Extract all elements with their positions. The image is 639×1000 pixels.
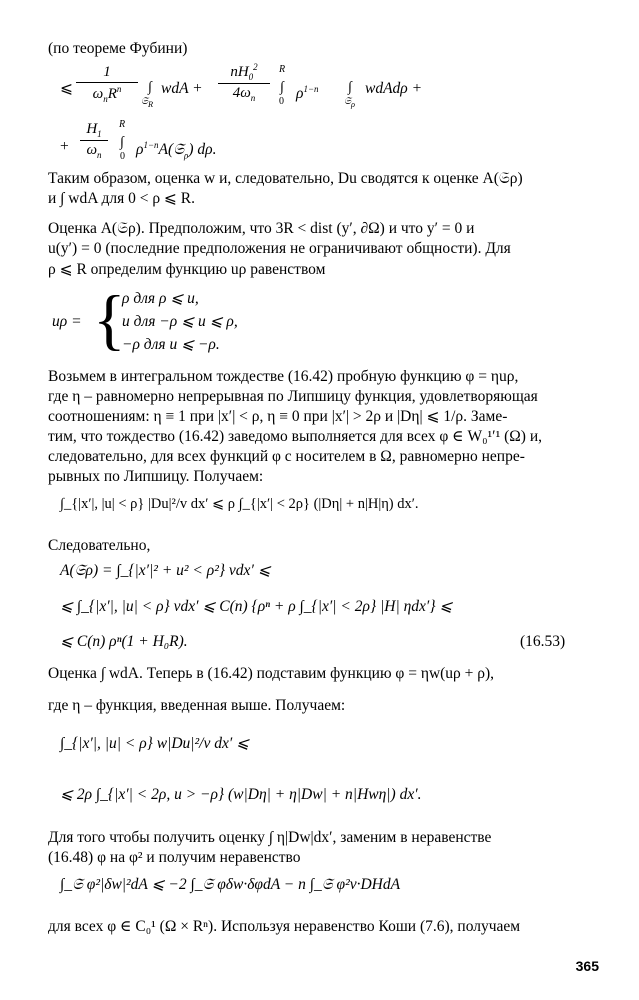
text-line: ρ ⩽ R определим функцию uρ равенством xyxy=(48,261,326,278)
math-term: $\rho^{1-n}A(𝔖_\rho)$ dρ. xyxy=(136,140,217,161)
w-inequality: ⩽ 2ρ ∫_{|x′| < 2ρ, u > −ρ} (w|Dη| + η|Dw| + n|Hwη|) dx′. xyxy=(60,786,422,803)
integral: ∫ xyxy=(280,80,284,95)
text-line: (по теореме Фубини) xyxy=(48,40,188,57)
lower-limit: 0 xyxy=(120,151,125,162)
text-line: u(y′) = 0 (последние предположения не ограничивают общности). Для xyxy=(48,240,511,257)
estimate-line: ⩽ ∫_{|x′|, |u| < ρ} vdx′ ⩽ C(n) {ρⁿ + ρ ∫_{|x′| < 2ρ} |H| ηdx′} ⩽ xyxy=(60,598,453,615)
integral: ∫ xyxy=(348,80,352,95)
math-plus: + xyxy=(60,138,69,155)
text-line: Возьмем в интегральном тождестве (16.42) пробную функцию φ = ηuρ, xyxy=(48,368,519,385)
text-line: где η – функция, введенная выше. Получаем: xyxy=(48,697,346,714)
integral-domain: 𝔖$_\rho$ xyxy=(344,96,356,109)
case-row: −ρ для u ⩽ −ρ. xyxy=(122,336,220,353)
upper-limit: R xyxy=(119,119,126,130)
text-line: Следовательно, xyxy=(48,537,151,554)
math-term: wdA + xyxy=(161,80,203,97)
case-row: ρ для ρ ⩽ u, xyxy=(122,290,199,307)
text-line: где η – равномерно непрерывная по Липшицу функция, удовлетворяющая xyxy=(48,388,538,405)
text-line: тим, что тождество (16.42) заведомо выполняется для всех φ ∈ W₀¹′¹ (Ω) и, xyxy=(48,428,542,445)
text-line: для всех φ ∈ C₀¹ (Ω × Rⁿ). Используя неравенство Коши (7.6), получаем xyxy=(48,918,521,935)
left-brace: { xyxy=(93,281,126,357)
math-leq: ⩽ xyxy=(60,80,73,97)
fraction: $nH_0^2$ $4\omega_n$ xyxy=(218,62,270,103)
page-number: 365 xyxy=(575,958,599,974)
last-inequality: ∫_𝔖 φ²|δw|²dA ⩽ −2 ∫_𝔖 φδw·δφdA − n ∫_𝔖 φ²ν·DHdA xyxy=(60,876,401,893)
case-row: u для −ρ ⩽ u ⩽ ρ, xyxy=(122,313,238,330)
estimate-line: ⩽ C(n) ρⁿ(1 + H₀R). xyxy=(60,633,188,650)
text-line: следовательно, для всех функций φ с носителем в Ω, равномерно непре- xyxy=(48,448,525,465)
text-line: Для того чтобы получить оценку ∫ η|Dw|dx′, заменим в неравенстве xyxy=(48,829,492,846)
integral: ∫ xyxy=(148,80,152,95)
equation-number: (16.53) xyxy=(520,633,566,650)
math-term: $\rho^{1-n}$ xyxy=(296,84,319,103)
fraction: $H_1$ $\omega_n$ xyxy=(80,121,108,160)
text-line: соотношениям: η ≡ 1 при |x′| < ρ, η ≡ 0 при |x′| > 2ρ и |Dη| ⩽ 1/ρ. Заме- xyxy=(48,408,508,425)
text-line: и ∫ wdA для 0 < ρ ⩽ R. xyxy=(48,190,196,207)
integral-domain: 𝔖$_R$ xyxy=(141,96,154,109)
fraction: 1 $\omega_nR^n$ xyxy=(76,64,138,104)
math-term: wdAdρ + xyxy=(365,80,423,97)
inequality: ∫_{|x′|, |u| < ρ} |Du|²/v dx′ ⩽ ρ ∫_{|x′| < 2ρ} (|Dη| + n|H|η) dx′. xyxy=(60,496,419,512)
text-line: (16.48) φ на φ² и получим неравенство xyxy=(48,849,301,866)
w-inequality: ∫_{|x′|, |u| < ρ} w|Du|²/v dx′ ⩽ xyxy=(60,735,250,752)
text-line: Оценка ∫ wdA. Теперь в (16.42) подставим функцию φ = ηw(uρ + ρ), xyxy=(48,665,495,682)
integral: ∫ xyxy=(120,135,124,150)
upper-limit: R xyxy=(279,64,286,75)
text-line: рывных по Липшицу. Получаем: xyxy=(48,468,264,485)
estimate-line: A(𝔖ρ) = ∫_{|x′|² + u² < ρ²} vdx′ ⩽ xyxy=(60,562,271,579)
lower-limit: 0 xyxy=(279,96,284,107)
u-rho-label: uρ = xyxy=(52,313,82,330)
text-line: Оценка A(𝔖ρ). Предположим, что 3R < dist (y′, ∂Ω) и что y′ = 0 и xyxy=(48,220,475,237)
text-line: Таким образом, оценка w и, следовательно, Du сводятся к оценке A(𝔖ρ) xyxy=(48,170,523,187)
